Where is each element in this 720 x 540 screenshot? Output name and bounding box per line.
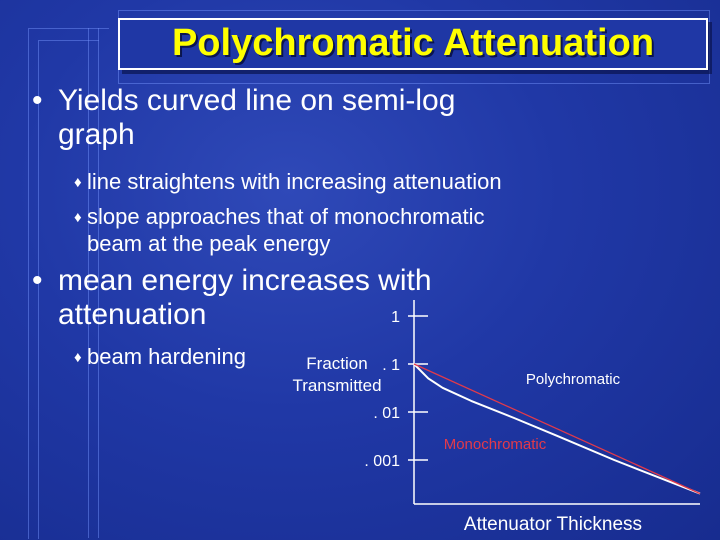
bullet-text-line: Yields curved line on semi-log xyxy=(58,84,456,117)
y-tick-label: . 01 xyxy=(373,405,400,422)
sub-bullet-text: slope approaches that of monochromatic xyxy=(87,204,485,229)
x-axis-label: Attenuator Thickness xyxy=(463,514,643,535)
y-axis-label: Fraction xyxy=(306,354,368,373)
sub-bullet-text: beam at the peak energy xyxy=(87,231,331,256)
diamond-bullet-icon: ♦ xyxy=(74,349,82,366)
bullet-marker: • xyxy=(32,84,43,117)
bullet-marker: • xyxy=(32,264,43,297)
diamond-bullet-icon: ♦ xyxy=(74,174,82,191)
y-axis-label: Transmitted xyxy=(292,376,382,395)
y-tick-label: 1 xyxy=(391,309,400,326)
slide-title: Polychromatic Attenuation xyxy=(171,22,655,64)
bullet-text-line: graph xyxy=(58,118,135,151)
bullet-text-line: mean energy increases with xyxy=(58,264,432,297)
series-label-polychromatic: Polychromatic xyxy=(525,371,621,388)
diamond-bullet-icon: ♦ xyxy=(74,209,82,226)
bullet-text-line: attenuation xyxy=(58,298,207,331)
y-tick-label: . 001 xyxy=(364,453,400,470)
y-tick-label: . 1 xyxy=(382,357,400,374)
sub-bullet-text: line straightens with increasing attenuation xyxy=(87,169,502,194)
series-label-monochromatic: Monochromatic xyxy=(443,436,547,453)
sub-bullet-text: beam hardening xyxy=(87,344,247,369)
